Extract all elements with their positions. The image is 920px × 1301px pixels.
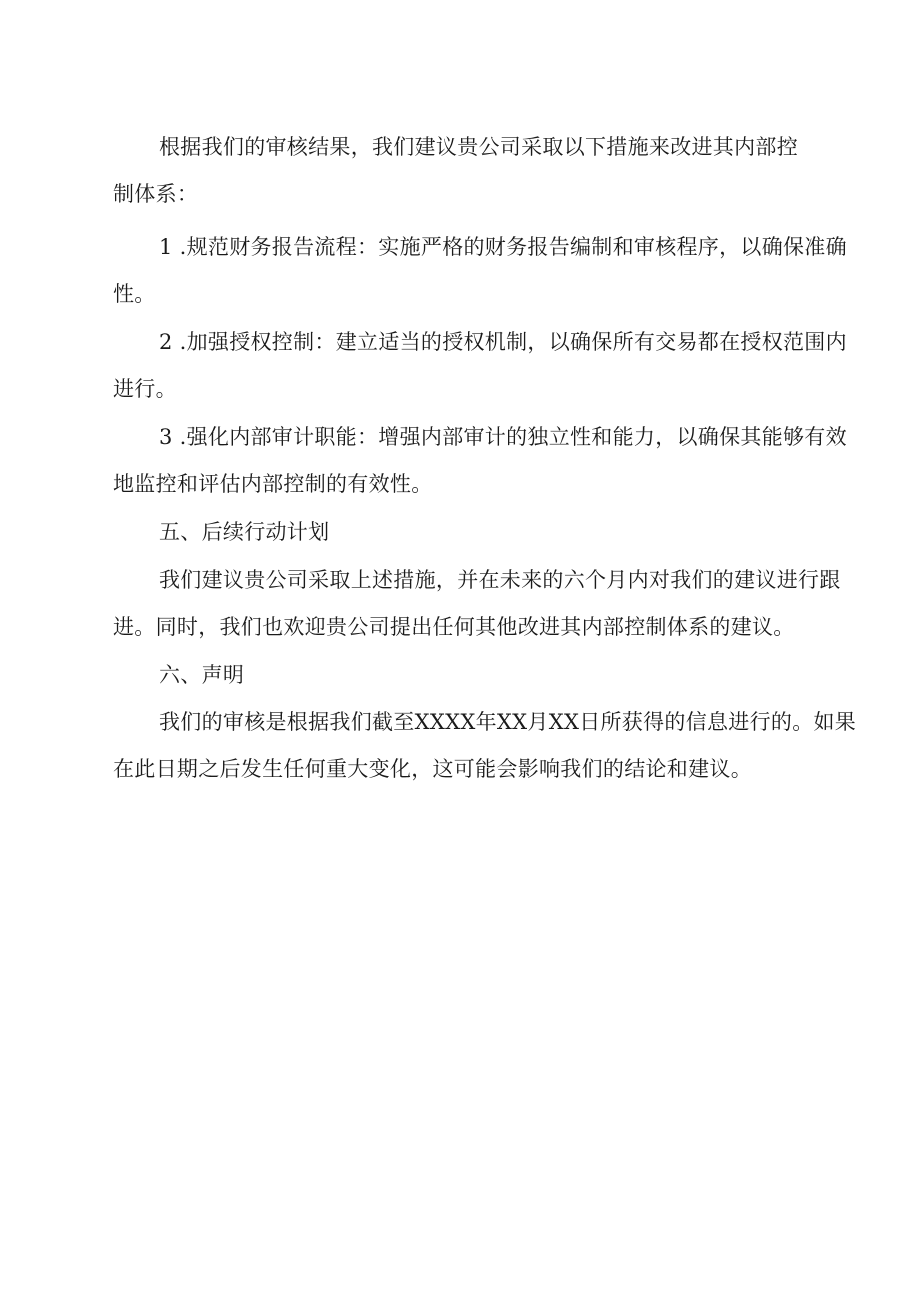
recommendation-item-2	[113, 319, 847, 413]
section-six-heading: 六、声明	[159, 663, 245, 687]
intro-paragraph	[113, 124, 813, 218]
item-3-line-2: 地监控和评估内部控制的有效性。	[113, 472, 433, 496]
recommendation-item-3	[113, 414, 847, 508]
item-3-line-1: 3 .强化内部审计职能：增强内部审计的独立性和能力，以确保其能够有效	[159, 425, 847, 449]
statement-paragraph	[113, 699, 857, 793]
item-2-line-2: 进行。	[113, 377, 177, 401]
statement-line-2: 在此日期之后发生任何重大变化，这可能会影响我们的结论和建议。	[113, 757, 752, 781]
follow-up-line-2: 进。同时，我们也欢迎贵公司提出任何其他改进其内部控制体系的建议。	[113, 615, 795, 639]
section-five-heading: 五、后续行动计划	[159, 520, 330, 544]
follow-up-paragraph	[113, 557, 841, 651]
intro-line-2: 制体系：	[113, 182, 199, 206]
statement-line-1: 我们的审核是根据我们截至XXXX年XX月XX日所获得的信息进行的。如果	[159, 710, 857, 734]
item-1-line-1: 1 .规范财务报告流程：实施严格的财务报告编制和审核程序，以确保准确	[159, 235, 847, 259]
follow-up-line-1: 我们建议贵公司采取上述措施，并在未来的六个月内对我们的建议进行跟	[159, 568, 841, 592]
recommendation-item-1	[113, 224, 847, 318]
intro-line-1: 根据我们的审核结果，我们建议贵公司采取以下措施来改进其内部控	[159, 135, 798, 159]
item-2-line-1: 2 .加强授权控制：建立适当的授权机制，以确保所有交易都在授权范围内	[159, 330, 847, 354]
item-1-line-2: 性。	[113, 282, 156, 306]
